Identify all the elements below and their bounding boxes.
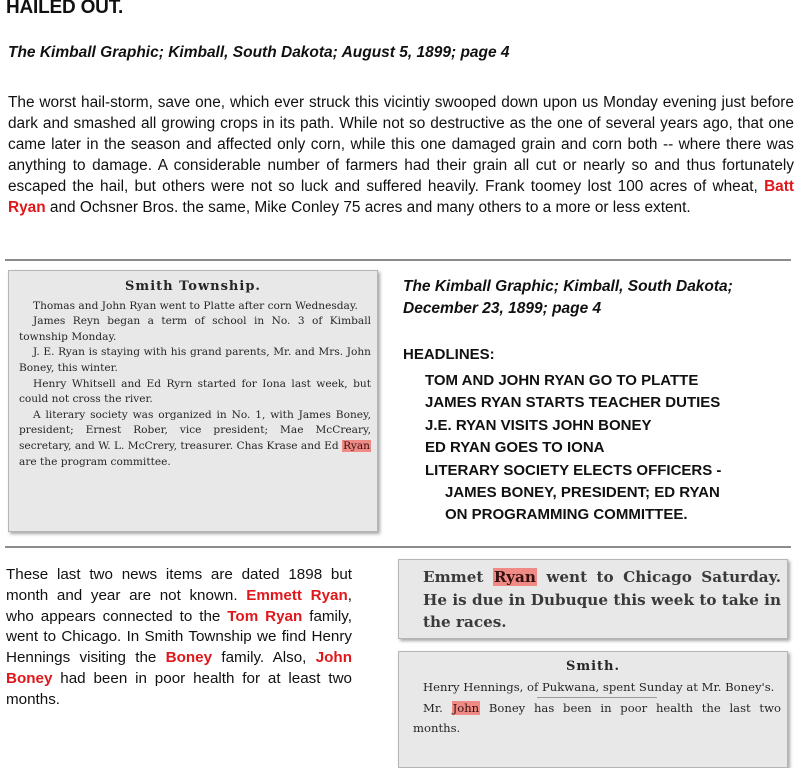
article-body	[8, 92, 794, 218]
clipping-paragraph: Thomas and John Ryan went to Platte after corn Wednesday.	[33, 299, 358, 312]
clipping-paragraph	[413, 698, 781, 738]
summary-fragment: These last two news items are dated 1898 but month and year are not known.	[6, 566, 352, 604]
headline-item: ON PROGRAMMING COMMITTEE.	[445, 506, 688, 524]
headline-item: J.E. RYAN VISITS JOHN BONEY	[425, 416, 652, 434]
article-text-a: The worst hail-storm, save one, which ever struck this vicintiy swooped down upon us Monday evening just before dark and smashed all growing crops in its path. While not so destructive as the one of several years ago, that one came later in the season and affected only corn, while this one damaged grain and corn both -- where there was anything to damage. A considerable number of farmers had their grain all cut or nearly so and thus fortunately escaped the hail, but others were not so luck and suffered heavily. Frank toomey lost 100 acres of wheat,	[8, 94, 794, 195]
clipping-text: Mr.	[423, 701, 452, 715]
article-text-b: and Ochsner Bros. the same, Mike Conley 75 acres and many others to a more or less extent.	[45, 199, 691, 216]
clipping-smith-township	[8, 270, 378, 532]
summary-fragment: family. Also,	[212, 649, 316, 667]
headline-item: JAMES BONEY, PRESIDENT; ED RYAN	[445, 484, 720, 502]
headline-item: TOM AND JOHN RYAN GO TO PLATTE	[425, 372, 699, 389]
clipping-text: went to Chicago Saturday. He is due in Dubuque this week to take in the races.	[423, 568, 781, 632]
clipping-text: A literary society was organized in No. 1, with James Boney, president; Ernest Rober, vice president; Mae McCreary, secretary, and W. L. McCrery, treasurer. Chas Krase and Ed	[19, 408, 371, 452]
headlines-list	[425, 370, 721, 527]
divider-bottom	[5, 546, 791, 548]
citation-august-1899: The Kimball Graphic; Kimball, South Dakota; August 5, 1899; page 4	[8, 44, 510, 61]
page-title: HAILED OUT.	[6, 0, 124, 18]
clipping-smith	[398, 651, 788, 768]
clipping-paragraph: Henry Whitsell and Ed Ryrn started for Iona last week, but could not cross the river.	[19, 377, 371, 406]
clipping-text: are the program committee.	[19, 455, 171, 468]
headlines-label: HEADLINES:	[403, 346, 495, 363]
highlight-john: John	[452, 701, 480, 715]
summary-fragment: had been in poor health for at least two months.	[6, 669, 352, 708]
clipping-heading: Smith Township.	[125, 279, 261, 294]
clipping-paragraph: James Reyn began a term of school in No. 3 of Kimball township Monday.	[19, 315, 371, 343]
citation-december-1899: The Kimball Graphic; Kimball, South Dakota; December 23, 1899; page 4	[403, 278, 733, 317]
headline-item: JAMES RYAN STARTS TEACHER DUTIES	[425, 394, 721, 412]
divider-top	[5, 259, 791, 261]
clipping-emmet-ryan	[398, 559, 788, 639]
headline-item: LITERARY SOCIETY ELECTS OFFICERS -	[425, 461, 722, 479]
highlight-ryan: Ryan	[343, 439, 370, 452]
summary-text	[6, 565, 352, 711]
headline-item: ED RYAN GOES TO IONA	[425, 439, 605, 457]
clipping-heading: Smith.	[565, 659, 621, 674]
clipping-text: Boney has been in poor health the last two months.	[413, 701, 781, 735]
name-john-boney: John Boney	[6, 649, 352, 687]
name-tom-ryan: Tom Ryan	[227, 607, 303, 625]
clipping-paragraph: J. E. Ryan is staying with his grand parents, Mr. and Mrs. John Boney, this winter.	[19, 346, 371, 374]
summary-fragment: , who appears connected to the	[6, 586, 352, 625]
clipping-paragraph: Henry Hennings, of Pukwana, spent Sunday at Mr. Boney's.	[423, 680, 775, 694]
clipping-text: Emmet	[423, 568, 493, 586]
clipping-paragraph	[19, 408, 371, 470]
name-batt-ryan: Batt Ryan	[8, 178, 794, 216]
name-emmett-ryan: Emmett Ryan	[246, 586, 348, 604]
summary-fragment: family, went to Chicago. In Smith Township we find Henry Hennings visiting the	[6, 607, 352, 667]
name-boney: Boney	[165, 649, 213, 667]
highlight-ryan: Ryan	[493, 568, 536, 586]
